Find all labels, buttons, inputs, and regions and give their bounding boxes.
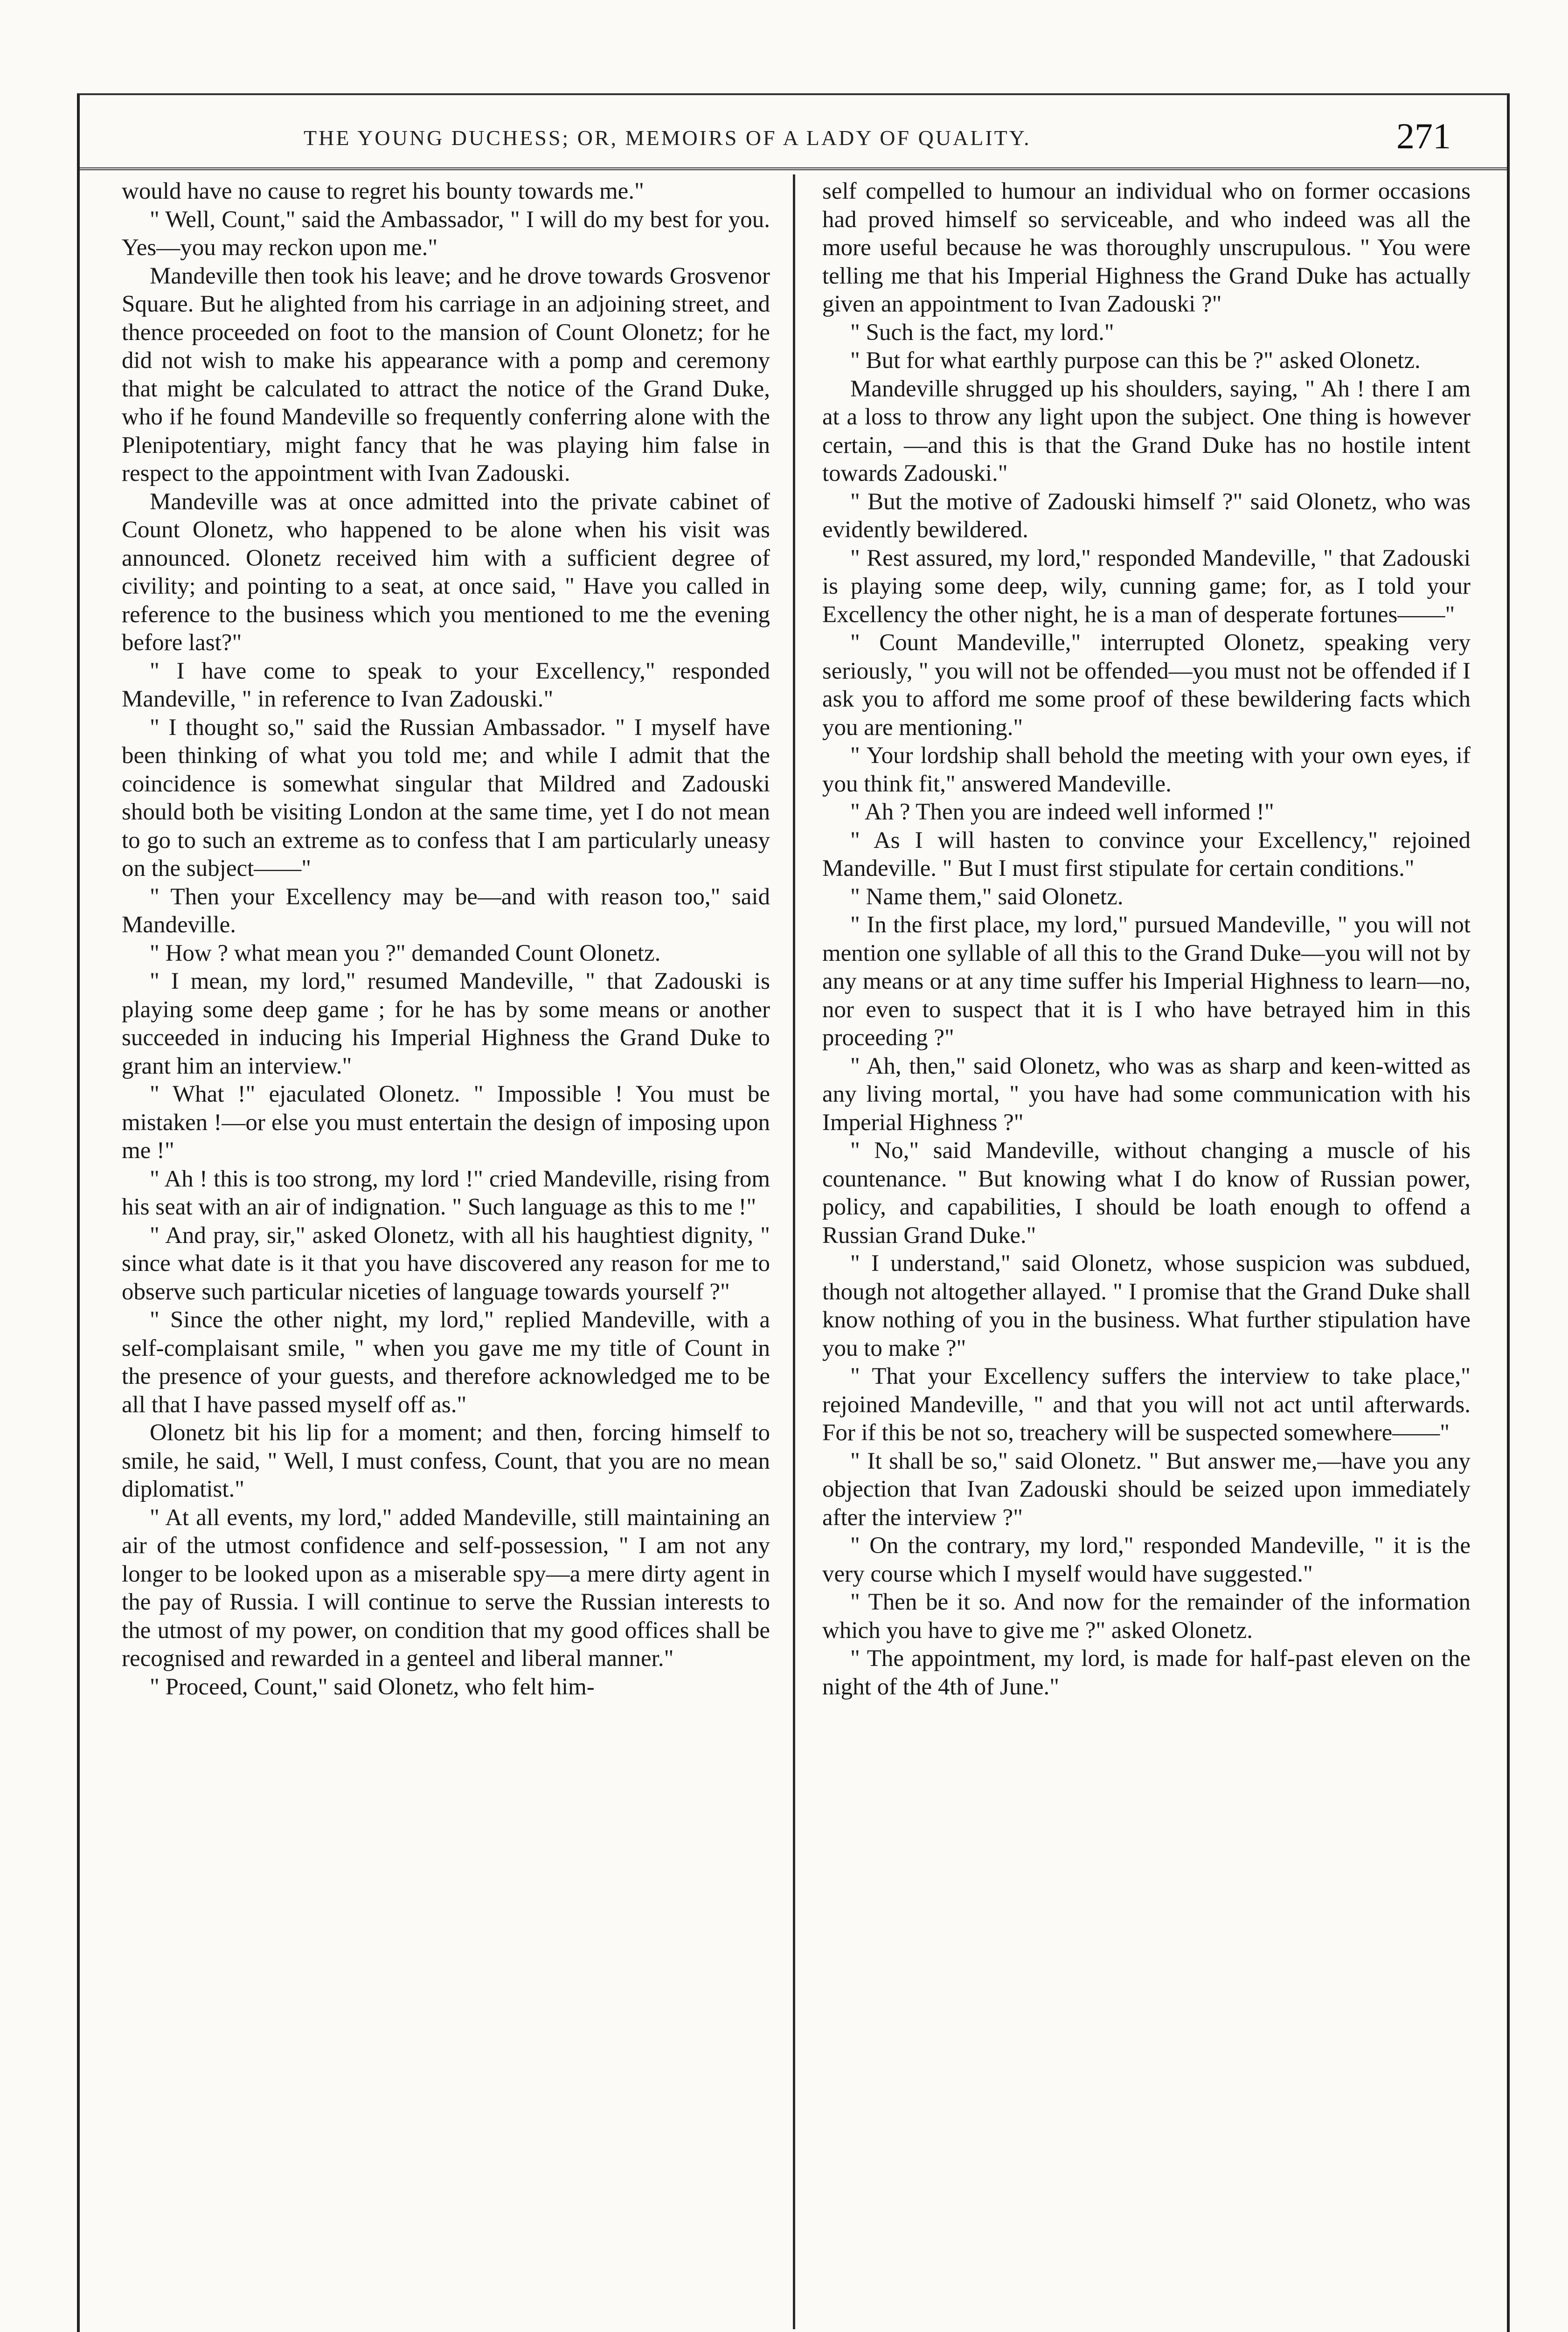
paragraph: " Ah, then," said Olonetz, who was as sharp and keen-witted as any living mortal, " you have had some communication with his Imperial Highness ?" (822, 1053, 1471, 1136)
paragraph: " That your Excellency suffers the interview to take place," rejoined Mandeville, " and that you will not act until afterwards. For if this be not so, treachery will be suspected somewhere——" (822, 1363, 1471, 1446)
paragraph: Mandeville was at once admitted into the private cabinet of Count Olonetz, who happened to be alone when his visit was announced. Olonetz received him with a sufficient degree of civility; and pointing to a seat, at once said, " Have you called in reference to the business which you mentioned to me the evening before last?" (122, 488, 770, 656)
paragraph: " Name them," said Olonetz. (850, 883, 1124, 910)
paragraph: " Since the other night, my lord," replied Mandeville, with a self-complaisant smile, " when you gave me my title of Count in the presence of your guests, and therefore acknowledged me to be all that I have passed myself off as." (122, 1307, 770, 1418)
paragraph: " Such is the fact, my lord." (850, 319, 1114, 346)
paragraph: Mandeville then took his leave; and he drove towards Grosvenor Square. But he alighted from his carriage in an adjoining street, and thence proceeded on foot to the mansion of Count Olonetz; for he did not wish to make his appearance with a pomp and ceremony that might be calculated to attract the notice of the Grand Duke, who if he found Mandeville so frequently conferring alone with the Plenipotentiary, might fancy that he was playing him false in respect to the appointment with Ivan Zadouski. (122, 263, 770, 486)
paragraph: would have no cause to regret his bounty towards me." (122, 178, 644, 204)
running-title: THE YOUNG DUCHESS; OR, MEMOIRS OF A LADY OF QUALITY. (304, 126, 1031, 150)
paragraph: " I have come to speak to your Excellency," responded Mandeville, " in reference to Ivan Zadouski." (122, 658, 770, 712)
paragraph: " I mean, my lord," resumed Mandeville, " that Zadouski is playing some deep game ; for he has by some means or another succeeded in inducing his Imperial Highness the Grand Duke to grant him an interview." (122, 968, 770, 1079)
page-number: 271 (1396, 116, 1451, 156)
paragraph: " In the first place, my lord," pursued Mandeville, " you will not mention one syllable of all this to the Grand Duke—you will not by any means or at any time suffer his Imperial Highness to learn—no, nor even to suspect that it is I who have betrayed him in this proceeding ?" (822, 912, 1471, 1051)
page-frame (77, 93, 1510, 2332)
paragraph: " How ? what mean you ?" demanded Count Olonetz. (150, 940, 661, 966)
paragraph: " Ah ? Then you are indeed well informed !" (850, 799, 1274, 825)
paragraph: " Rest assured, my lord," responded Mandeville, " that Zadouski is playing some deep, wily, cunning game; for, as I told your Excellency the other night, he is a man of desperate fortunes——" (822, 545, 1471, 628)
paragraph: " Then your Excellency may be—and with reason too," said Mandeville. (122, 883, 770, 938)
paragraph: " At all events, my lord," added Mandeville, still maintaining an air of the utmost confidence and self-possession, " I am not any longer to be looked upon as a miserable spy—a mere dirty agent in the pay of Russia. I will continue to serve the Russian interests to the utmost of my power, on condition that my good offices shall be recognised and rewarded in a genteel and liberal manner." (122, 1504, 770, 1672)
paragraph: Olonetz bit his lip for a moment; and then, forcing himself to smile, he said, " Well, I must confess, Count, that you are no mean diplomatist." (122, 1420, 770, 1502)
paragraph: " Well, Count," said the Ambassador, " I will do my best for you. Yes—you may reckon upon me." (122, 206, 770, 261)
paragraph: " Proceed, Count," said Olonetz, who felt him- (150, 1673, 595, 1700)
paragraph: " It shall be so," said Olonetz. " But answer me,—have you any objection that Ivan Zadouski should be seized upon immediately after the interview ?" (822, 1448, 1471, 1531)
paragraph: " As I will hasten to convince your Excellency," rejoined Mandeville. " But I must first stipulate for certain conditions." (822, 827, 1471, 881)
paragraph: " But for what earthly purpose can this be ?" asked Olonetz. (850, 347, 1421, 374)
paragraph: Mandeville shrugged up his shoulders, saying, " Ah ! there I am at a loss to throw any light upon the subject. One thing is however certain, —and this is that the Grand Duke has no hostile intent towards Zadouski." (822, 375, 1471, 486)
paragraph: self compelled to humour an individual who on former occasions had proved himself so serviceable, and who indeed was all the more useful because he was thoroughly unscrupulous. " You were telling me that his Imperial Highness the Grand Duke has actually given an appointment to Ivan Zadouski ?" (822, 178, 1471, 317)
page-header (80, 111, 1507, 170)
paragraph: " Then be it so. And now for the remainder of the information which you have to give me ?" asked Olonetz. (822, 1589, 1471, 1644)
left-column (122, 177, 770, 1701)
paragraph: " Count Mandeville," interrupted Olonetz, speaking very seriously, " you will not be offended—you must not be offended if I ask you to afford me some proof of these bewildering facts which you are mentioning." (822, 630, 1471, 741)
paragraph: " I understand," said Olonetz, whose suspicion was subdued, though not altogether allayed. " I promise that the Grand Duke shall know nothing of you in the business. What further stipulation have you to make ?" (822, 1250, 1471, 1361)
paragraph: " What !" ejaculated Olonetz. " Impossible ! You must be mistaken !—or else you must entertain the design of imposing upon me !" (122, 1081, 770, 1164)
paragraph: " On the contrary, my lord," responded Mandeville, " it is the very course which I myself would have suggested." (822, 1533, 1471, 1587)
paragraph: " But the motive of Zadouski himself ?" said Olonetz, who was evidently bewildered. (822, 488, 1471, 543)
right-column (822, 177, 1471, 1701)
paragraph: " No," said Mandeville, without changing a muscle of his countenance. " But knowing what I do know of Russian power, policy, and capabilities, I should be loath enough to offend a Russian Grand Duke." (822, 1138, 1471, 1249)
column-divider (793, 174, 795, 2329)
paragraph: " I thought so," said the Russian Ambassador. " I myself have been thinking of what you told me; and while I admit that the coincidence is somewhat singular that Mildred and Zadouski should both be visiting London at the same time, yet I do not mean to go to such an extreme as to confess that I am particularly uneasy on the subject——" (122, 714, 770, 881)
paragraph: " Ah ! this is too strong, my lord !" cried Mandeville, rising from his seat with an air of indignation. " Such language as this to me !" (122, 1166, 770, 1220)
paragraph: " And pray, sir," asked Olonetz, with all his haughtiest dignity, " since what date is it that you have discovered any reason for me to observe such particular niceties of language towards yourself ?" (122, 1222, 770, 1305)
paragraph: " Your lordship shall behold the meeting with your own eyes, if you think fit," answered Mandeville. (822, 743, 1471, 797)
paragraph: " The appointment, my lord, is made for half-past eleven on the night of the 4th of June." (822, 1645, 1471, 1700)
